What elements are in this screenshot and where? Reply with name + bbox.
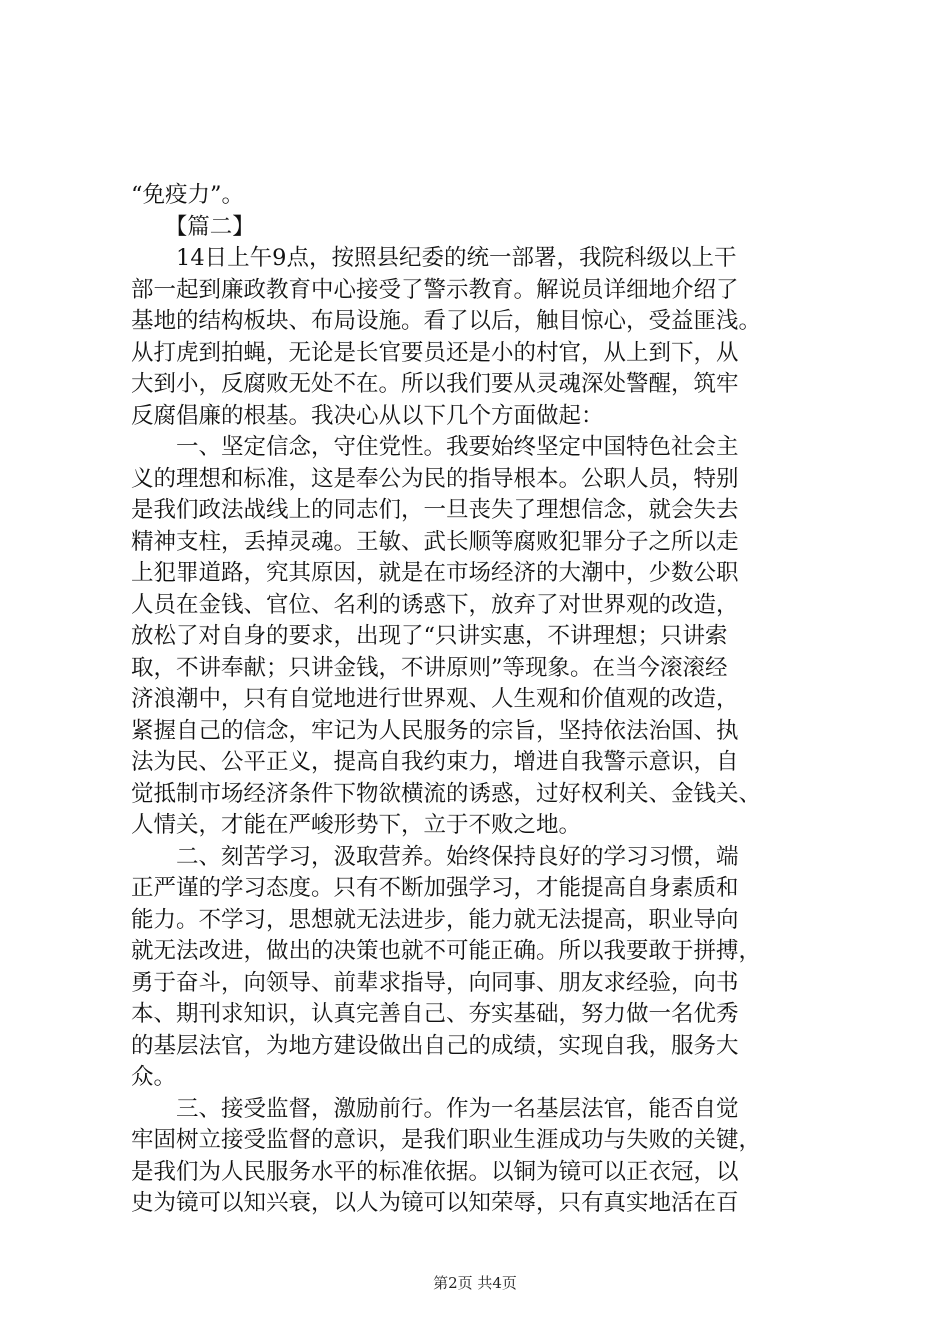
text-line: 紧握自己的信念，牢记为人民服务的宗旨，坚持依法治国、执 (131, 717, 739, 744)
text-line: 正严谨的学习态度。只有不断加强学习，才能提高自身素质和 (131, 875, 739, 901)
text-line: 史为镜可以知兴衰，以人为镜可以知荣辱，只有真实地活在百 (131, 1190, 739, 1216)
text-line: 从打虎到拍蝇，无论是长官要员还是小的村官，从上到下，从 (131, 339, 739, 366)
text-line: 上犯罪道路，究其原因，就是在市场经济的大潮中，少数公职 (131, 560, 739, 586)
text-line: 14日上午9点，按照县纪委的统一部署，我院科级以上干 (131, 245, 737, 271)
text-line: “免疫力”。 (131, 182, 245, 208)
text-line: 部一起到廉政教育中心接受了警示教育。解说员详细地介绍了 (131, 276, 739, 303)
text-line: 一、坚定信念，守住党性。我要始终坚定中国特色社会主 (131, 434, 739, 460)
text-line: 的基层法官，为地方建设做出自己的成绩，实现自我，服务大 (131, 1032, 739, 1059)
text-line: 本、期刊求知识，认真完善自己、夯实基础，努力做一名优秀 (131, 1001, 739, 1027)
text-line: 勇于奋斗，向领导、前辈求指导，向同事、朋友求经验，向书 (131, 969, 739, 996)
text-line: 反腐倡廉的根基。我决心从以下几个方面做起： (131, 402, 604, 429)
text-line: 众。 (131, 1064, 177, 1090)
text-line: 能力。不学习，思想就无法进步，能力就无法提高，职业导向 (131, 906, 739, 933)
text-line: 是我们政法战线上的同志们，一旦丧失了理想信念，就会失去 (131, 497, 739, 523)
text-line: 是我们为人民服务水平的标准依据。以铜为镜可以正衣冠，以 (131, 1158, 739, 1185)
text-line: 觉抵制市场经济条件下物欲横流的诱惑，过好权利关、金钱关、 (131, 780, 762, 807)
text-line: 【篇二】 (131, 213, 255, 240)
text-line: 牢固树立接受监督的意识，是我们职业生涯成功与失败的关键， (131, 1127, 762, 1153)
body-text (131, 180, 831, 1220)
text-line: 人员在金钱、官位、名利的诱惑下，放弃了对世界观的改造， (131, 591, 739, 618)
page-footer: 第2页 共4页 (433, 1274, 517, 1292)
text-line: 人情关，才能在严峻形势下，立于不败之地。 (131, 812, 582, 838)
text-line: 济浪潮中，只有自觉地进行世界观、人生观和价值观的改造， (131, 686, 739, 712)
text-line: 法为民、公平正义，提高自我约束力，增进自我警示意识，自 (131, 749, 739, 775)
text-line: 三、接受监督，激励前行。作为一名基层法官，能否自觉 (131, 1095, 739, 1122)
text-line: 取，不讲奉献；只讲金钱，不讲原则”等现象。在当今滚滚经 (131, 654, 728, 681)
text-line: 大到小，反腐败无处不在。所以我们要从灵魂深处警醒，筑牢 (131, 371, 739, 397)
text-line: 二、刻苦学习，汲取营养。始终保持良好的学习习惯，端 (131, 843, 739, 870)
text-line: 放松了对自身的要求，出现了“只讲实惠，不讲理想；只讲索 (131, 623, 728, 649)
text-line: 就无法改进，做出的决策也就不可能正确。所以我要敢于拼搏， (131, 938, 762, 964)
text-line: 义的理想和标准，这是奉公为民的指导根本。公职人员，特别 (131, 465, 739, 492)
text-line: 精神支柱，丢掉灵魂。王敏、武长顺等腐败犯罪分子之所以走 (131, 528, 739, 555)
text-line: 基地的结构板块、布局设施。看了以后，触目惊心，受益匪浅。 (131, 308, 762, 334)
